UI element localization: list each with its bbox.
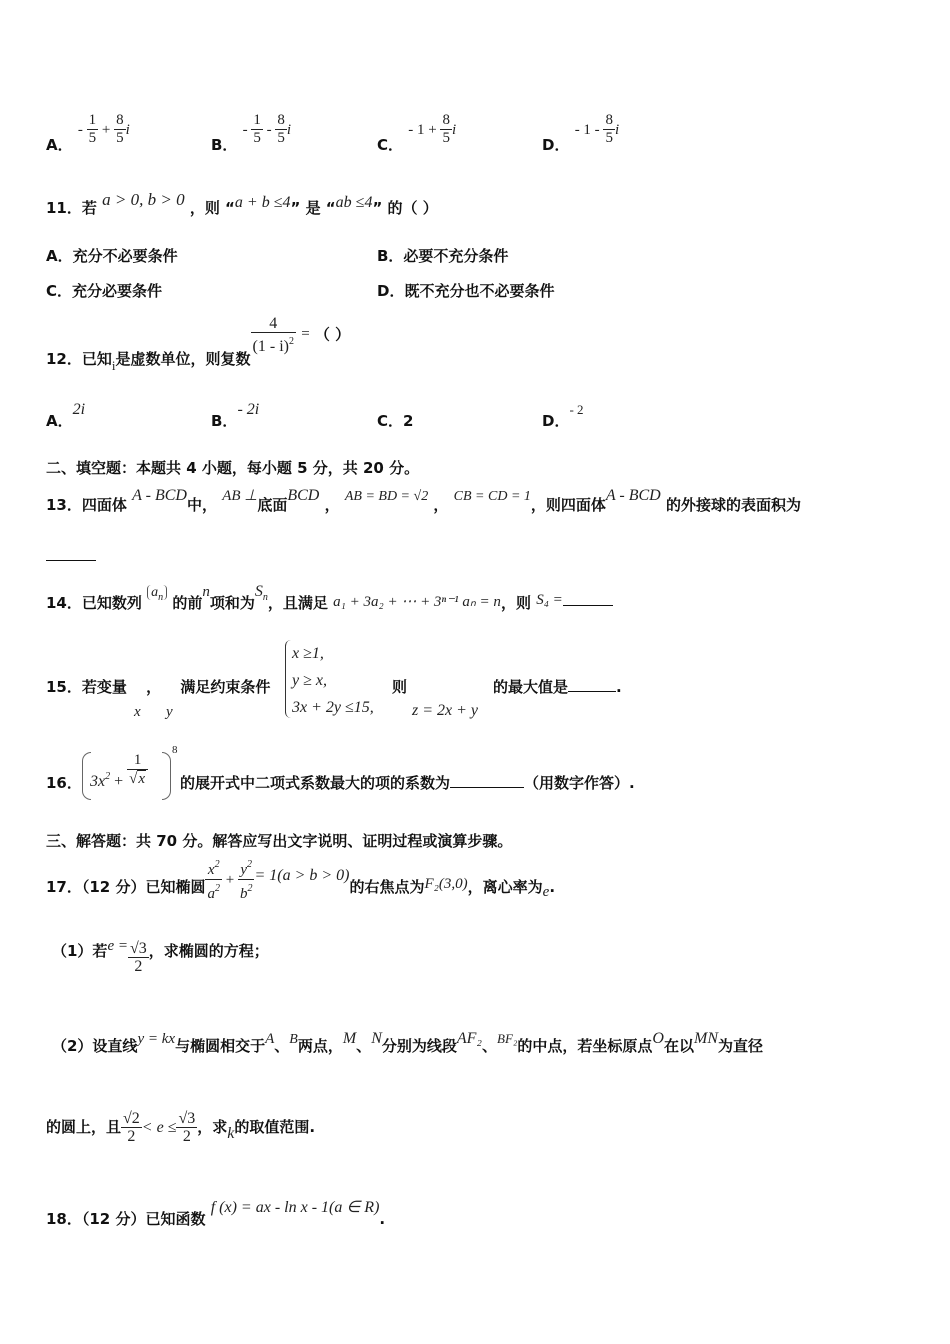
question-14: 14．已知数列 $a_n$ 的前n项和为$S_n$，且满足 a₁ + 3a₂ + ⋯ + 3ⁿ⁻¹ aₙ = n，则 S₄ = [46, 580, 613, 603]
q16-answer-blank[interactable] [450, 775, 524, 788]
q15-then: 则 [392, 678, 408, 696]
q13-answer-blank[interactable] [46, 548, 96, 561]
q10-option-b: B． - $\frac{1}{5}$ - $\frac{8}{5}$ i [211, 112, 292, 154]
section-2-heading: 二、填空题：本题共 4 小题，每小题 5 分，共 20 分。 [46, 459, 420, 477]
q17-part-2: （2）设直线y = kx与椭圆相交于A、B两点，M、N分别为线段AF₂、BF₂的中点，若坐标原点O在以MN为直径 [52, 1030, 764, 1055]
q17-part-1: （1）若e = $\frac{√3}{2}$ ，求椭圆的方程； [52, 938, 269, 975]
option-label: D． [542, 136, 570, 154]
question-13: 13．四面体 A - BCD中， AB ⊥底面BCD ， AB = BD = √2 ， CB = CD = 1，则四面体A - BCD 的外接球的表面积为 [46, 487, 801, 514]
q12-option-d: D．- 2 [542, 402, 584, 430]
question-15: 15．若变量 ， 满足约束条件 [46, 678, 271, 696]
option-label: B． [211, 136, 238, 154]
question-12: 12．已知i是虚数单位，则复数 $\frac{4}{(1 - i)^2}$ = （ ） [46, 315, 351, 373]
constraint-2: y ≥ x, [292, 672, 327, 689]
q15-var-y: y [166, 704, 173, 720]
q16-power: 8 [172, 744, 178, 756]
section-3-heading: 三、解答题：共 70 分。解答应写出文字说明、证明过程或演算步骤。 [46, 832, 513, 850]
q11-option-d: D．既不充分也不必要条件 [377, 282, 555, 300]
q12-option-c: C．2 [377, 412, 414, 430]
q11-option-a: A．充分不必要条件 [46, 247, 178, 265]
q15-constraints [292, 640, 374, 721]
q10-option-c: C． - 1 + $\frac{8}{5}$ i [377, 112, 457, 154]
q10-option-a: A． - $\frac{1}{5}$ + $\frac{8}{5}$ i [46, 112, 130, 154]
option-label: A． [46, 136, 73, 154]
q16-expression: $3x^2$ + $\frac{1}{√x}$ [90, 752, 148, 788]
q15-objective: z = 2x + y [412, 702, 479, 719]
q16-right-paren [162, 752, 171, 800]
q12-option-b: B．- 2i [211, 401, 260, 430]
q17-part-2-continued: 的圆上，且 $\frac{√2}{2}$ < e ≤ $\frac{√3}{2}$ ，求k的取值范围. [46, 1110, 316, 1145]
q15-tail: 的最大值是 . [493, 678, 622, 696]
q14-answer-blank[interactable] [563, 593, 613, 606]
question-18: 18．（12 分）已知函数 f (x) = ax - ln x - 1(a ∈ R). [46, 1199, 386, 1228]
q10-option-d: D． - 1 - $\frac{8}{5}$ i [542, 112, 620, 154]
q16-text: 的展开式中二项式系数最大的项的系数为 （用数字作答）. [180, 774, 635, 792]
q16-number: 16． [46, 774, 82, 792]
constraint-1: x ≥1, [292, 645, 324, 662]
q15-answer-blank[interactable] [568, 679, 616, 692]
option-label: C． [377, 136, 404, 154]
question-17: 17．（12 分）已知椭圆 $\frac{x^2}{a^2}$ + $\frac{y^2}{b^2}$ = 1(a > b > 0)的右焦点为F₂(3,0)，离心率为e. [46, 856, 555, 903]
q12-option-a: A．2i [46, 401, 86, 430]
q15-constraint-brace [285, 640, 292, 718]
q11-option-b: B．必要不充分条件 [377, 247, 509, 265]
constraint-3: 3x + 2y ≤15, [292, 699, 374, 716]
q11-option-c: C．充分必要条件 [46, 282, 163, 300]
question-11: 11．若 a > 0, b > 0 ，则 “a + b ≤4” 是 “ab ≤4” 的（ ） [46, 190, 438, 217]
q15-var-x: x [134, 704, 141, 720]
